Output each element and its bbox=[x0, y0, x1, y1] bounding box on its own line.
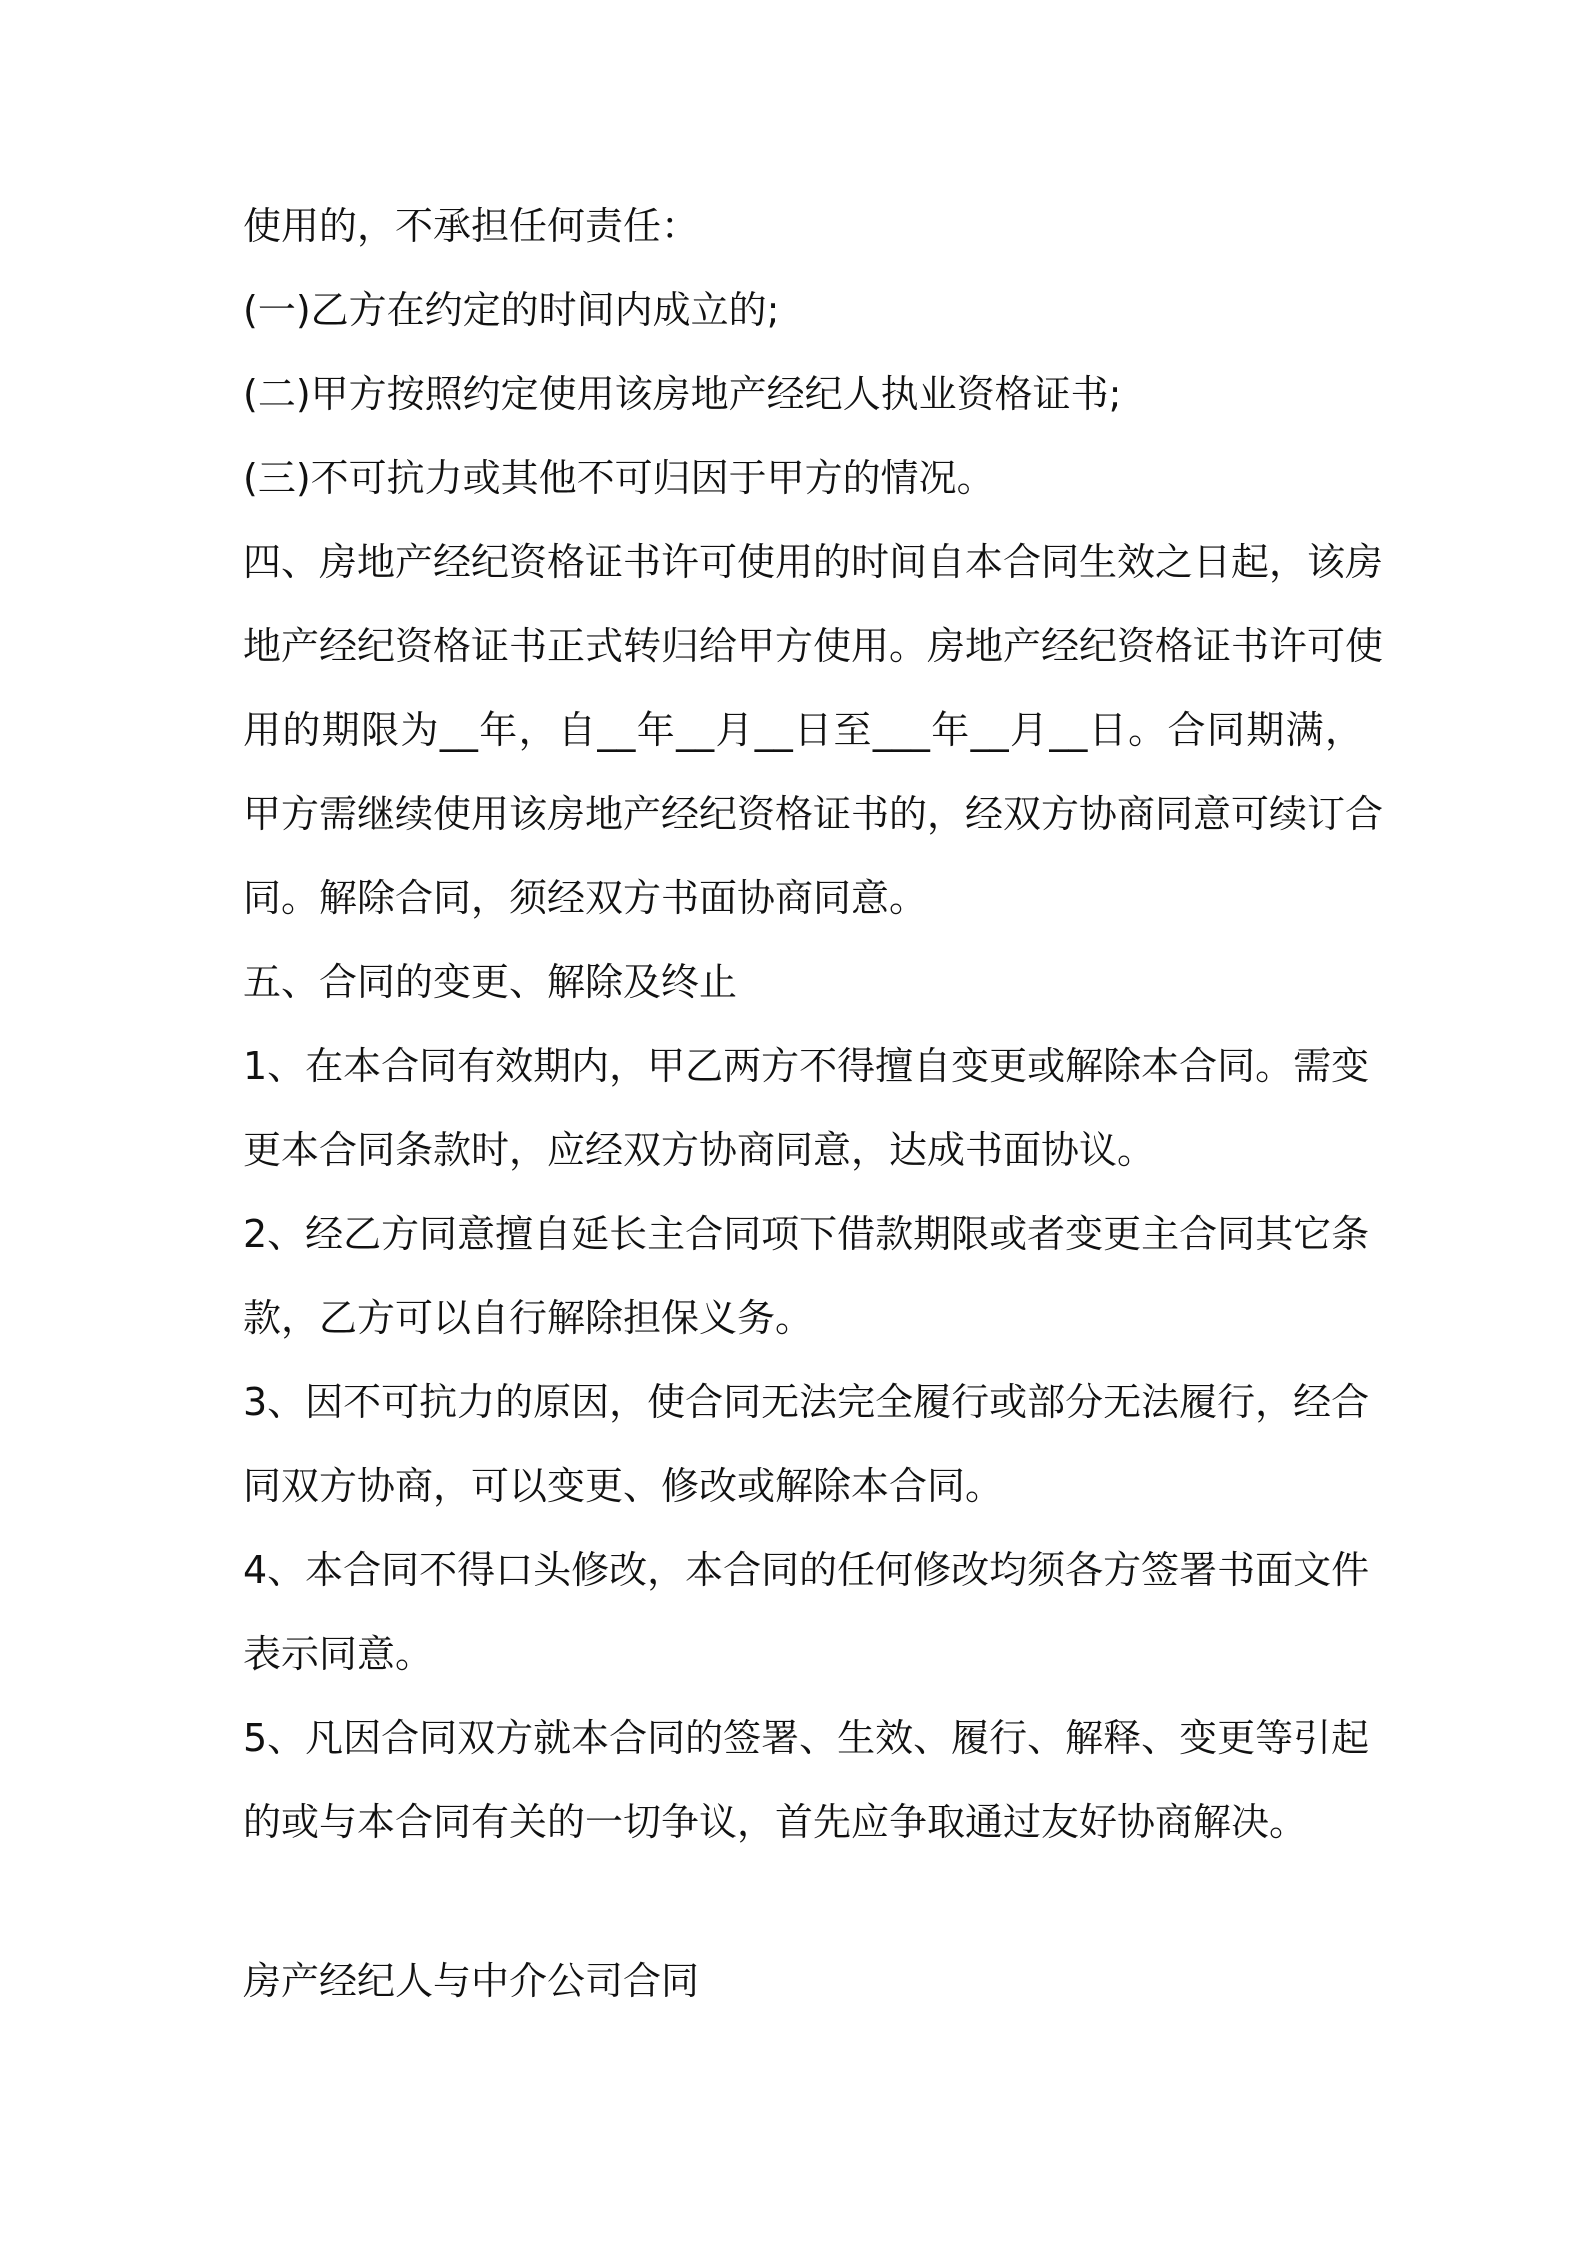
text-line: 3、因不可抗力的原因，使合同无法完全履行或部分无法履行，经合 bbox=[243, 1380, 1370, 1424]
text-line: 款，乙方可以自行解除担保义务。 bbox=[243, 1296, 814, 1340]
text-line: (三)不可抗力或其他不可归因于甲方的情况。 bbox=[243, 456, 995, 500]
text-line: 更本合同条款时，应经双方协商同意，达成书面协议。 bbox=[243, 1128, 1156, 1172]
text-line: 4、本合同不得口头修改，本合同的任何修改均须各方签署书面文件 bbox=[243, 1548, 1370, 1592]
text-line: 四、房地产经纪资格证书许可使用的时间自本合同生效之日起，该房 bbox=[243, 540, 1384, 584]
text-line: 表示同意。 bbox=[243, 1632, 434, 1676]
text-line: 地产经纪资格证书正式转归给甲方使用。房地产经纪资格证书许可使 bbox=[243, 624, 1384, 668]
text-line: 用的期限为__年，自__年__月__日至___年__月__日。合同期满， bbox=[243, 708, 1363, 752]
text-line: 5、凡因合同双方就本合同的签署、生效、履行、解释、变更等引起 bbox=[243, 1716, 1370, 1760]
text-line: 使用的，不承担任何责任： bbox=[243, 204, 700, 248]
text-line: 同双方协商，可以变更、修改或解除本合同。 bbox=[243, 1464, 1004, 1508]
text-line: 2、经乙方同意擅自延长主合同项下借款期限或者变更主合同其它条 bbox=[243, 1212, 1370, 1256]
text-line: (二)甲方按照约定使用该房地产经纪人执业资格证书; bbox=[243, 372, 1122, 416]
text-line: 同。解除合同，须经双方书面协商同意。 bbox=[243, 876, 928, 920]
text-line: 1、在本合同有效期内，甲乙两方不得擅自变更或解除本合同。需变 bbox=[243, 1044, 1370, 1088]
document-title: 房产经纪人与中介公司合同 bbox=[243, 1959, 700, 2003]
text-line: 的或与本合同有关的一切争议，首先应争取通过友好协商解决。 bbox=[243, 1800, 1308, 1844]
text-line: 甲方需继续使用该房地产经纪资格证书的，经双方协商同意可续订合 bbox=[243, 792, 1384, 836]
text-line: (一)乙方在约定的时间内成立的; bbox=[243, 288, 780, 332]
section-heading: 五、合同的变更、解除及终止 bbox=[243, 960, 738, 1004]
